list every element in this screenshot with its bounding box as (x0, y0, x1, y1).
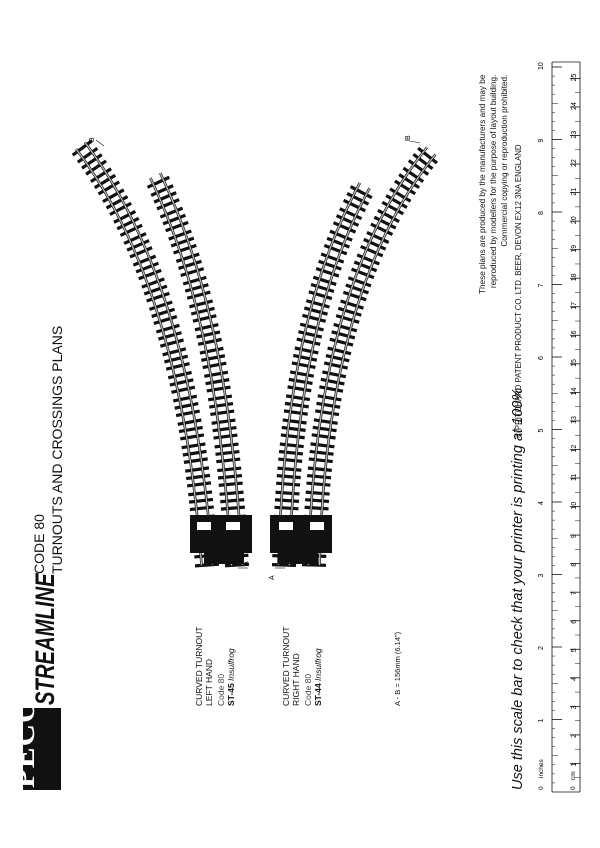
cm-tick-label: 16 (571, 330, 578, 339)
sleeper (277, 476, 301, 478)
cm-tick-label: 2 (571, 734, 578, 738)
notice-line2: reproduced by modellers for the purpose of layout building. (489, 74, 498, 289)
sleeper (332, 332, 355, 338)
sleeper (209, 404, 233, 408)
sleeper (182, 444, 206, 448)
sleeper (190, 507, 214, 510)
item-left-code: Code 80 (216, 673, 226, 706)
cm-tick-label: 17 (571, 301, 578, 310)
cm-tick-label: 4 (571, 676, 578, 681)
sleeper (286, 396, 310, 400)
sleeper (176, 411, 200, 415)
sleeper (278, 459, 302, 461)
sleeper (200, 348, 224, 353)
sleeper (322, 372, 346, 377)
item-right-name1: CURVED TURNOUT (281, 626, 291, 706)
sleeper (285, 403, 309, 407)
sleeper (179, 427, 203, 431)
sleeper (306, 492, 330, 494)
item-right-part-no: ST-44 (313, 683, 323, 706)
cm-tick-label: 21 (571, 187, 578, 196)
sleeper (306, 483, 330, 485)
scale-zero-cm: 0 (570, 786, 577, 790)
sleeper (312, 435, 336, 438)
sleeper (179, 261, 202, 268)
sleeper (219, 483, 243, 485)
item-left-name1: CURVED TURNOUT (194, 626, 204, 706)
marker-a-right: A (269, 575, 276, 580)
inch-tick-label: 1 (538, 718, 545, 723)
sleeper (201, 356, 225, 361)
sleeper (152, 309, 175, 316)
sleeper (276, 492, 300, 494)
sleeper (315, 411, 339, 415)
sleeper (272, 565, 296, 566)
cm-tick-label: 25 (571, 73, 578, 82)
sleeper (191, 308, 214, 314)
cm-tick-label: 12 (571, 444, 578, 453)
scale-bar (538, 62, 580, 792)
sleeper (309, 459, 333, 462)
sleeper (160, 340, 183, 346)
sleeper (318, 396, 342, 400)
inch-tick-label: 7 (538, 283, 545, 288)
sleeper (158, 333, 181, 339)
cm-tick-label: 9 (571, 534, 578, 539)
sleeper (156, 325, 179, 332)
scale-inches-label: inches (538, 759, 545, 778)
sleeper (313, 427, 337, 430)
sleeper (305, 500, 329, 502)
sleeper (213, 428, 237, 431)
sleeper (220, 492, 244, 494)
rail (290, 188, 370, 565)
right-turnout-main-road (302, 147, 437, 565)
marker-a-left: A (243, 561, 250, 566)
sleeper (220, 500, 244, 502)
scale-check-text: Use this scale bar to check that your printer is printing at 100% (510, 387, 526, 790)
sleeper (212, 420, 236, 423)
inch-tick-label: 6 (538, 356, 545, 360)
cm-tick-label: 13 (571, 416, 578, 424)
sleeper (187, 483, 211, 486)
sleeper (324, 363, 347, 368)
title-code: CODE 80 (31, 514, 47, 574)
cm-tick-label: 18 (571, 273, 578, 282)
cm-tick-label: 11 (571, 473, 578, 482)
sleeper (170, 380, 193, 385)
sleeper (188, 492, 212, 495)
sleeper (163, 349, 186, 355)
sleeper (281, 435, 305, 438)
sleeper (276, 483, 300, 485)
sleeper (189, 499, 213, 502)
notice-line1: These plans are produced by the manufacturers and may be (478, 74, 487, 294)
sleeper (187, 292, 210, 298)
sleeper (313, 277, 336, 284)
sleeper (292, 363, 316, 368)
sleeper (206, 380, 230, 384)
sleeper (279, 452, 303, 454)
sleeper (336, 316, 359, 323)
sleeper (297, 339, 320, 344)
sleeper (309, 292, 332, 299)
sleeper (307, 476, 331, 478)
sleeper (208, 396, 232, 400)
cm-tick-label: 7 (571, 591, 578, 596)
sleeper (154, 317, 177, 324)
sleeper (300, 324, 323, 330)
sleeper (308, 468, 332, 470)
sleeper (189, 301, 212, 307)
sleeper (330, 339, 353, 345)
sleeper (185, 285, 208, 291)
cm-tick-label: 6 (571, 619, 578, 624)
sleeper (338, 308, 361, 315)
sleeper (164, 356, 187, 362)
cm-tick-label: 3 (571, 705, 578, 710)
sleeper (280, 444, 304, 447)
track-group (73, 141, 437, 566)
sleeper (275, 500, 299, 502)
cm-tick-label: 10 (571, 501, 578, 510)
sleeper (180, 435, 204, 439)
marker-b-left-line (96, 140, 104, 146)
sleeper (214, 435, 238, 438)
item-right-code: Code 80 (303, 673, 313, 706)
sleeper (178, 420, 202, 424)
sleeper (293, 355, 317, 360)
sleeper (171, 387, 194, 392)
sleeper (319, 387, 343, 391)
logo-peco-text: PECO (6, 697, 41, 788)
sleeper (186, 475, 210, 478)
item-left-part-no: ST-45 (226, 683, 236, 706)
logo-streamline-text: STREAMLINE (30, 573, 60, 705)
sleeper (328, 348, 351, 354)
item-left-frog: Insulfrog (226, 648, 236, 681)
cm-tick-label: 19 (571, 244, 578, 253)
copyright: © PRITCHARD PATENT PRODUCT CO. LTD. BEER, DEVON EX12 3NA ENGLAND (514, 144, 523, 438)
sleeper (195, 325, 218, 330)
item-right-frog: Insulfrog (313, 648, 323, 681)
inch-tick-label: 8 (538, 211, 545, 215)
sleeper (316, 403, 340, 407)
sleeper (197, 332, 220, 337)
inch-tick-label: 4 (538, 501, 545, 505)
sleeper (195, 564, 219, 566)
notice-line3: Commercial copying or reproduction prohibited. (500, 74, 509, 247)
cm-tick-label: 22 (571, 159, 578, 168)
cm-tick-label: 23 (571, 130, 578, 139)
marker-b-left: B (89, 137, 96, 142)
sleeper (173, 396, 197, 401)
sleeper (203, 363, 227, 367)
sleeper (207, 387, 231, 391)
inch-tick-label: 10 (538, 62, 545, 70)
sleeper (217, 468, 241, 470)
item-right-name2: RIGHT HAND (291, 653, 301, 706)
sleeper (181, 269, 204, 276)
sleeper (305, 507, 329, 509)
sleeper (284, 411, 308, 414)
dimension-note: A - B = 156mm (6.14") (393, 631, 402, 706)
sleeper (326, 356, 349, 361)
scale-zero-inch: 0 (538, 786, 545, 790)
sleeper (302, 565, 326, 566)
cm-tick-label: 24 (571, 102, 578, 110)
sleeper (311, 444, 335, 447)
sleeper (283, 420, 307, 423)
sleeper (282, 427, 306, 430)
cm-tick-label: 5 (571, 648, 578, 653)
cm-tick-label: 1 (571, 762, 578, 767)
sleeper (275, 507, 299, 508)
item-left-name2: LEFT HAND (204, 658, 214, 706)
sleeper (298, 332, 321, 337)
sleeper (166, 364, 189, 370)
sleeper (304, 308, 327, 314)
sleeper (310, 451, 334, 454)
cm-tick-label: 8 (571, 562, 578, 567)
rail-outline (290, 188, 370, 565)
sleeper (295, 348, 318, 353)
sleeper (216, 452, 240, 455)
sleeper (168, 372, 191, 377)
marker-b-right: B (405, 135, 412, 140)
sleeper (185, 468, 209, 471)
inch-tick-label: 3 (538, 573, 545, 578)
sleeper (215, 444, 239, 447)
sleeper (216, 459, 240, 462)
sleeper (289, 379, 313, 383)
sleeper (321, 379, 345, 384)
sleeper (341, 301, 364, 308)
sleeper (311, 285, 334, 292)
left-turnout-main-road (73, 141, 219, 566)
sleeper (210, 411, 234, 414)
sleeper (175, 404, 199, 409)
cm-tick-label: 15 (571, 359, 578, 367)
sleeper (288, 387, 312, 391)
sleeper (290, 372, 314, 376)
sleeper (204, 372, 228, 376)
title-main: TURNOUTS AND CROSSINGS PLANS (49, 325, 65, 574)
sleeper (302, 315, 325, 321)
inch-tick-label: 2 (538, 646, 545, 650)
sleeper (334, 324, 357, 330)
inch-tick-label: 5 (538, 428, 545, 433)
sleeper (306, 301, 329, 307)
sleeper (277, 468, 301, 470)
scale-cm-label: cm (570, 771, 577, 780)
cm-tick-label: 14 (571, 387, 578, 396)
sleeper (314, 420, 338, 424)
sleeper (183, 277, 206, 284)
sleeper (198, 339, 221, 344)
sleeper (218, 476, 242, 478)
sleeper (183, 451, 207, 455)
left-turnout-diverging-road (148, 173, 249, 566)
sleeper (193, 316, 216, 322)
cm-tick-label: 20 (571, 216, 578, 225)
inch-tick-label: 9 (538, 138, 545, 143)
sleeper (184, 459, 208, 462)
sleeper (221, 507, 245, 509)
